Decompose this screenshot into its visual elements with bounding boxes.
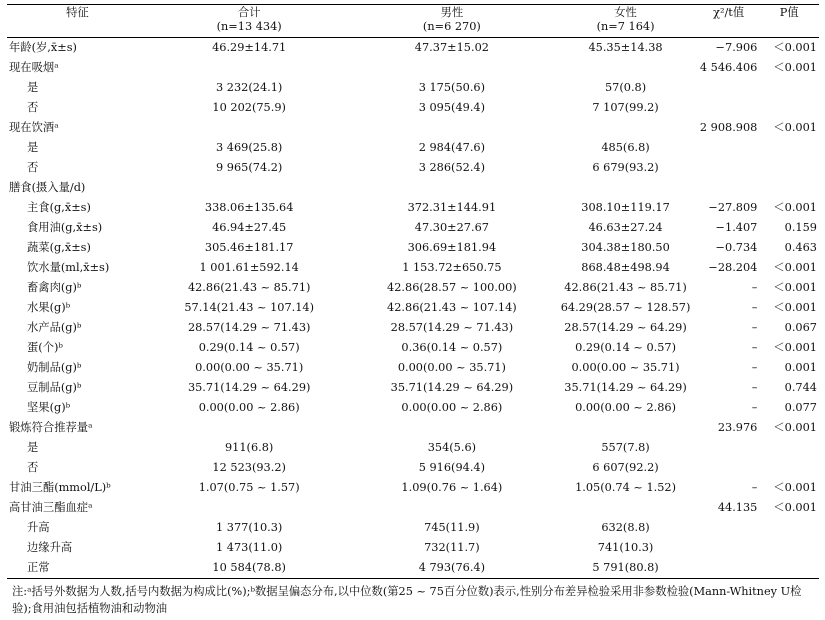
p-value-cell: ＜0.001 [773,281,817,294]
table-header-row [7,5,819,38]
feature-cell: 蛋(个)ᵇ [27,341,63,354]
male-cell: 5 916(94.4) [418,461,486,474]
table-row [7,118,819,138]
p-value-cell [759,438,819,458]
female-cell: 42.86(21.43 ~ 85.71) [564,281,687,294]
table-row [7,538,819,558]
stat-cell: −7.906 [715,41,758,54]
feature-cell: 奶制品(g)ᵇ [27,361,82,374]
feature-cell: 正常 [27,561,50,574]
table-row [7,338,819,358]
female-cell [553,498,698,518]
total-cell: 305.46±181.17 [204,241,294,254]
table-row [7,458,819,478]
feature-cell: 否 [27,161,39,174]
header-p: P值 [779,6,799,19]
male-cell [351,178,554,198]
table-row [7,58,819,78]
characteristics-table [7,4,819,579]
male-cell: 3 286(52.4) [418,161,486,174]
p-value-cell: ＜0.001 [773,421,817,434]
table-row [7,178,819,198]
female-cell: 6 679(93.2) [592,161,659,174]
male-cell [351,58,554,78]
stat-cell [698,518,760,538]
total-cell [148,178,351,198]
table-row [7,358,819,378]
p-value-cell [759,518,819,538]
male-cell: 0.00(0.00 ~ 35.71) [397,361,506,374]
p-value-cell: ＜0.001 [773,261,817,274]
male-cell: 745(11.9) [424,521,480,534]
p-value-cell [759,458,819,478]
table-row [7,238,819,258]
p-value-cell: ＜0.001 [773,481,817,494]
feature-cell: 是 [27,81,39,94]
female-cell: 304.38±180.50 [581,241,670,254]
feature-cell: 否 [27,461,39,474]
feature-cell: 主食(g,x̄±s) [27,201,91,214]
female-cell [553,178,698,198]
total-cell: 10 584(78.8) [212,561,286,574]
feature-cell: 升高 [27,521,50,534]
male-cell: 42.86(28.57 ~ 100.00) [387,281,517,294]
male-cell: 0.00(0.00 ~ 2.86) [401,401,503,414]
table-row [7,318,819,338]
stat-cell [698,98,760,118]
female-cell: 485(6.8) [601,141,650,154]
stat-cell: 44.135 [717,501,758,514]
feature-cell: 现在饮酒ᵃ [9,121,59,134]
total-cell: 35.71(14.29 ~ 64.29) [187,381,311,394]
stat-cell: 2 908.908 [699,121,758,134]
feature-cell: 坚果(g)ᵇ [27,401,71,414]
male-cell: 732(11.7) [424,541,480,554]
p-value-cell [759,158,819,178]
male-cell: 35.71(14.29 ~ 64.29) [390,381,514,394]
stat-cell [698,538,760,558]
male-cell: 306.69±181.94 [407,241,497,254]
p-value-cell [759,178,819,198]
male-cell: 2 984(47.6) [418,141,486,154]
feature-cell: 是 [27,441,39,454]
male-cell: 0.36(0.14 ~ 0.57) [401,341,503,354]
table-row [7,158,819,178]
total-cell: 338.06±135.64 [204,201,294,214]
male-cell: 28.57(14.29 ~ 71.43) [390,321,514,334]
female-cell [553,118,698,138]
table-row [7,258,819,278]
header-total: 合计 (n=13 434) [148,5,351,38]
male-cell [351,498,554,518]
table-row [7,38,819,59]
male-cell: 47.37±15.02 [414,41,489,54]
male-cell: 1 153.72±650.75 [402,261,502,274]
female-cell: 0.00(0.00 ~ 35.71) [571,361,680,374]
p-value-cell: 0.744 [784,381,817,394]
p-value-cell [759,538,819,558]
p-value-cell [759,558,819,579]
stat-cell: −0.734 [715,241,758,254]
stat-cell: −1.407 [715,221,758,234]
stat-cell: – [751,281,758,294]
header-male-n: (n=6 270) [422,20,481,33]
feature-cell: 饮水量(ml,x̄±s) [27,261,110,274]
header-female-n: (n=7 164) [596,20,655,33]
total-cell: 57.14(21.43 ~ 107.14) [184,301,315,314]
total-cell: 0.00(0.00 ~ 2.86) [198,401,300,414]
total-cell: 0.00(0.00 ~ 35.71) [195,361,304,374]
table-row [7,378,819,398]
table-body [7,38,819,579]
stat-cell: 23.976 [717,421,758,434]
total-cell [148,58,351,78]
total-cell: 1 473(11.0) [216,541,283,554]
stat-cell: −28.204 [708,261,758,274]
stat-cell [698,138,760,158]
p-value-cell [759,98,819,118]
table-row [7,558,819,579]
feature-cell: 蔬菜(g,x̄±s) [27,241,91,254]
feature-cell: 水果(g)ᵇ [27,301,71,314]
female-cell: 1.05(0.74 ~ 1.52) [575,481,676,494]
female-cell: 308.10±119.17 [581,201,670,214]
stat-cell [698,158,760,178]
male-cell: 47.30±27.67 [414,221,489,234]
feature-cell: 锻炼符合推荐量ᵃ [9,421,93,434]
p-value-cell [759,138,819,158]
stat-cell: – [751,301,758,314]
feature-cell: 现在吸烟ᵃ [9,61,59,74]
table-row [7,78,819,98]
male-cell: 42.86(21.43 ~ 107.14) [387,301,517,314]
total-cell [148,418,351,438]
male-cell [351,118,554,138]
p-value-cell: 0.159 [784,221,817,234]
total-cell: 1 001.61±592.14 [199,261,299,274]
male-cell [351,418,554,438]
female-cell: 35.71(14.29 ~ 64.29) [564,381,687,394]
header-total-n: (n=13 434) [216,20,282,33]
feature-cell: 畜禽肉(g)ᵇ [27,281,82,294]
p-value-cell: 0.077 [784,401,817,414]
feature-cell: 是 [27,141,39,154]
female-cell: 0.00(0.00 ~ 2.86) [575,401,676,414]
stat-cell: – [751,381,758,394]
total-cell: 46.29±14.71 [212,41,287,54]
female-cell: 45.35±14.38 [588,41,663,54]
female-cell [553,58,698,78]
female-cell: 868.48±498.94 [581,261,670,274]
total-cell: 10 202(75.9) [212,101,286,114]
table-row [7,278,819,298]
female-cell: 632(8.8) [601,521,650,534]
total-cell: 42.86(21.43 ~ 85.71) [187,281,311,294]
female-cell: 28.57(14.29 ~ 64.29) [564,321,687,334]
stat-cell: −27.809 [708,201,758,214]
total-cell: 911(6.8) [225,441,274,454]
male-cell: 372.31±144.91 [407,201,497,214]
feature-cell: 否 [27,101,39,114]
stat-cell: – [751,481,758,494]
header-stat: χ²/t值 [713,6,745,19]
table-row [7,498,819,518]
p-value-cell: ＜0.001 [773,61,817,74]
p-value-cell: ＜0.001 [773,501,817,514]
female-cell: 741(10.3) [597,541,654,554]
feature-cell: 膳食(摄入量/d) [9,181,86,194]
female-cell: 5 791(80.8) [592,561,659,574]
total-cell [148,118,351,138]
stat-cell [698,438,760,458]
total-cell: 3 232(24.1) [216,81,283,94]
stat-cell: – [751,401,758,414]
feature-cell: 高甘油三酯血症ᵃ [9,501,93,514]
stat-cell [698,458,760,478]
stat-cell [698,558,760,579]
p-value-cell: ＜0.001 [773,41,817,54]
feature-cell: 豆制品(g)ᵇ [27,381,82,394]
total-cell: 12 523(93.2) [212,461,286,474]
feature-cell: 水产品(g)ᵇ [27,321,82,334]
feature-cell: 食用油(g,x̄±s) [27,221,103,234]
total-cell: 1 377(10.3) [216,521,283,534]
header-male: 男性 (n=6 270) [351,5,554,38]
table-footnote: 注:ᵃ括号外数据为人数,括号内数据为构成比(%);ᵇ数据呈偏态分布,以中位数(第25 ~ 75百分位数)表示,性别分布差异检验采用非参数检验(Mann-Whitney U检验);食用油包括植物油和动物油 [12,585,802,615]
female-cell: 46.63±27.24 [588,221,663,234]
stat-cell: – [751,321,758,334]
table-row [7,298,819,318]
feature-cell: 甘油三酯(mmol/L)ᵇ [9,481,111,494]
stat-cell [698,178,760,198]
header-female: 女性 (n=7 164) [553,5,698,38]
table-row [7,478,819,498]
male-cell: 1.09(0.76 ~ 1.64) [401,481,503,494]
stat-cell [698,78,760,98]
table-row [7,198,819,218]
total-cell [148,498,351,518]
table-row [7,418,819,438]
p-value-cell: ＜0.001 [773,301,817,314]
total-cell: 3 469(25.8) [216,141,283,154]
stat-cell: – [751,341,758,354]
p-value-cell: 0.463 [784,241,817,254]
female-cell: 557(7.8) [601,441,650,454]
p-value-cell: 0.001 [784,361,817,374]
female-cell: 64.29(28.57 ~ 128.57) [560,301,691,314]
table-row [7,518,819,538]
total-cell: 28.57(14.29 ~ 71.43) [187,321,311,334]
feature-cell: 边缘升高 [27,541,73,554]
p-value-cell: ＜0.001 [773,121,817,134]
table-row [7,398,819,418]
male-cell: 3 175(50.6) [418,81,486,94]
p-value-cell [759,78,819,98]
female-cell [553,418,698,438]
total-cell: 46.94±27.45 [212,221,287,234]
female-cell: 57(0.8) [604,81,647,94]
stat-cell: – [751,361,758,374]
p-value-cell: ＜0.001 [773,341,817,354]
total-cell: 0.29(0.14 ~ 0.57) [198,341,300,354]
p-value-cell: 0.067 [784,321,817,334]
male-cell: 354(5.6) [427,441,477,454]
total-cell: 9 965(74.2) [216,161,283,174]
female-cell: 7 107(99.2) [592,101,659,114]
p-value-cell: ＜0.001 [773,201,817,214]
table-row [7,218,819,238]
total-cell: 1.07(0.75 ~ 1.57) [198,481,300,494]
stat-cell: 4 546.406 [699,61,758,74]
feature-cell: 年龄(岁,x̄±s) [9,41,77,54]
male-cell: 3 095(49.4) [418,101,486,114]
female-cell: 0.29(0.14 ~ 0.57) [575,341,676,354]
table-row [7,138,819,158]
male-cell: 4 793(76.4) [418,561,486,574]
table-row [7,438,819,458]
table-row [7,98,819,118]
female-cell: 6 607(92.2) [592,461,659,474]
header-feature: 特征 [66,6,89,19]
